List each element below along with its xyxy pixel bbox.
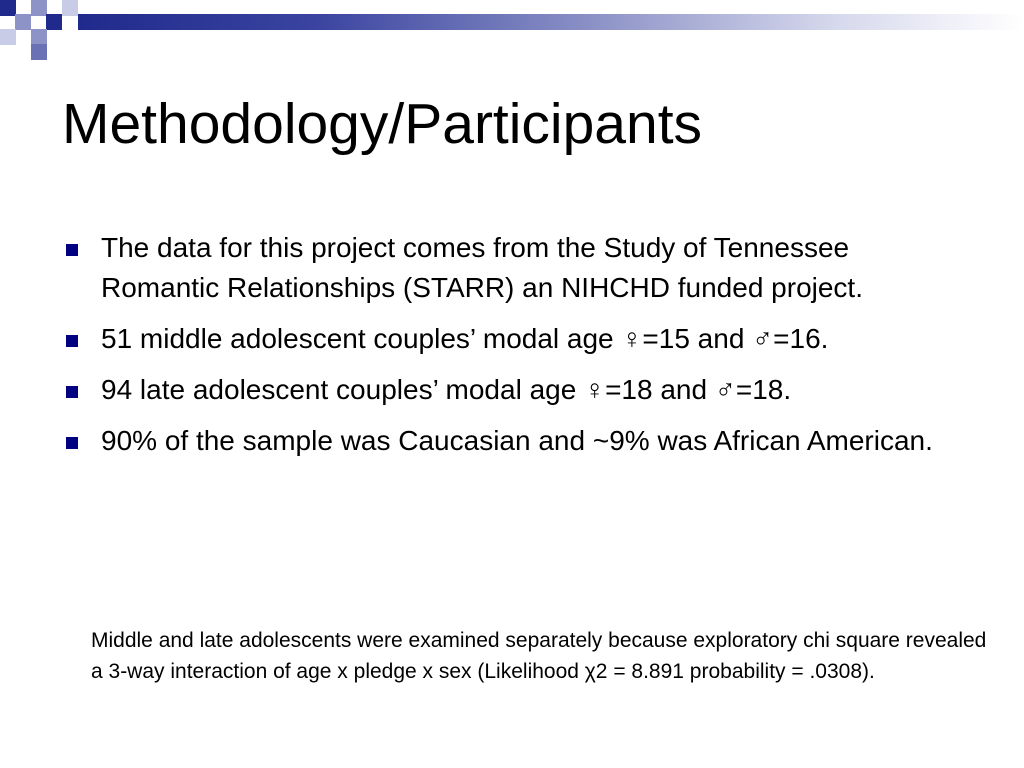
square-bullet-icon <box>66 386 78 398</box>
bullet-text: The data for this project comes from the Study of Tennessee Romantic Relationships (STARR) an NIHCHD funded project. <box>101 232 863 303</box>
header-decoration <box>0 0 1024 62</box>
decorative-square <box>15 14 31 30</box>
decorative-square <box>0 0 16 16</box>
decorative-square <box>46 14 62 30</box>
decorative-square <box>31 44 47 60</box>
bullet-text: 94 late adolescent couples’ modal age ♀=18 and ♂=18. <box>101 374 792 405</box>
square-bullet-icon <box>66 244 78 256</box>
bullet-text: 51 middle adolescent couples’ modal age ♀=15 and ♂=16. <box>101 323 829 354</box>
square-bullet-icon <box>66 437 78 449</box>
decorative-square <box>62 0 78 16</box>
bullet-item <box>62 319 962 359</box>
bullet-item <box>62 421 962 461</box>
bullet-item <box>62 370 962 410</box>
header-gradient-bar <box>78 14 1024 30</box>
decorative-square <box>31 0 47 16</box>
decorative-square <box>31 29 47 45</box>
bullet-text: 90% of the sample was Caucasian and ~9% was African American. <box>101 425 933 456</box>
bullet-list <box>62 228 962 472</box>
slide-title: Methodology/Participants <box>62 92 703 156</box>
decorative-square <box>0 29 16 45</box>
bullet-item <box>62 228 962 308</box>
footnote: Middle and late adolescents were examined separately because exploratory chi square revealed a 3-way interaction of age x pledge x sex (Likelihood χ2 = 8.891 probability = .0308). <box>91 629 987 683</box>
square-bullet-icon <box>66 335 78 347</box>
